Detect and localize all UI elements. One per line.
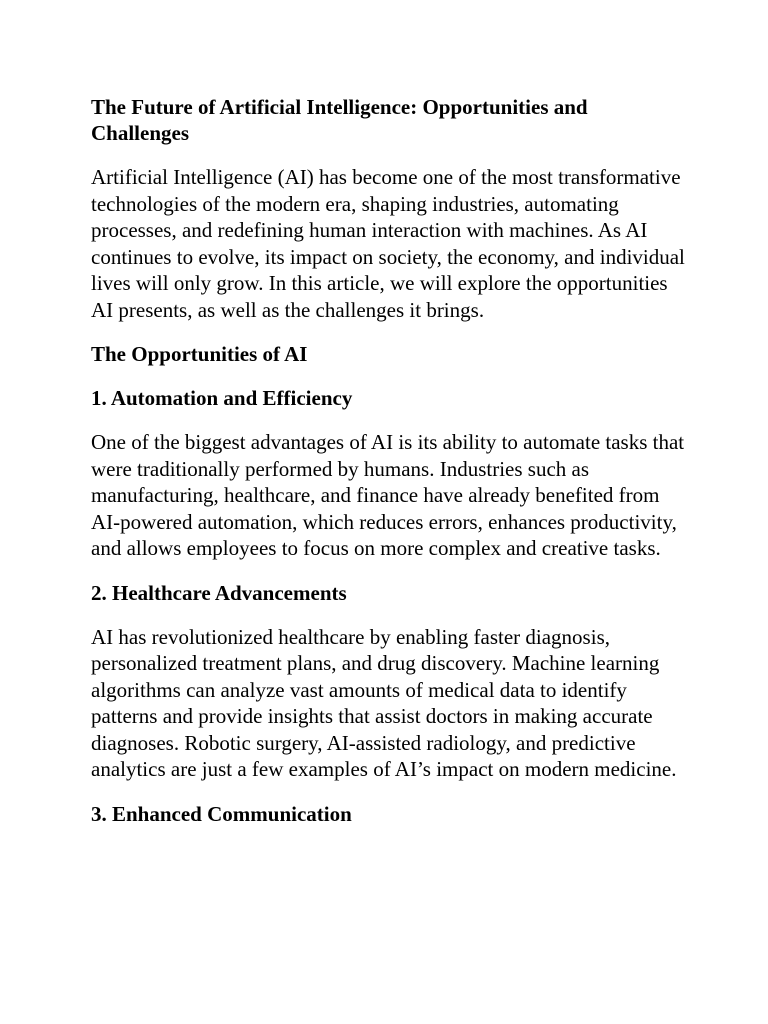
subsection-body-automation: One of the biggest advantages of AI is its ability to automate tasks that were traditionally performed by humans. Industries such as manufacturing, healthcare, and finance have already benefited from AI-powered automation, which reduces errors, enhances productivity, and allows employees to focus on more complex and creative tasks. bbox=[91, 430, 685, 560]
section-heading: The Opportunities of AI bbox=[91, 342, 308, 366]
subsection-heading-healthcare: 2. Healthcare Advancements bbox=[91, 580, 347, 605]
intro-paragraph: Artificial Intelligence (AI) has become one of the most transformative technologies of the modern era, shaping industries, automating processes, and redefining human interaction with machines. As AI continues to evolve, its impact on society, the economy, and individual lives will only grow. In this article, we will explore the opportunities AI presents, as well as the challenges it brings. bbox=[91, 165, 685, 322]
subsection-heading-communication: 3. Enhanced Communication bbox=[91, 801, 352, 826]
subsection-heading-automation: 1. Automation and Efficiency bbox=[91, 386, 353, 410]
subsection-body-healthcare: AI has revolutionized healthcare by enabling faster diagnosis, personalized treatment plans, and drug discovery. Machine learning algorithms can analyze vast amounts of medical data to identify patterns and provide insights that assist doctors in making accurate diagnoses. Robotic surgery, AI-assisted radiology, and predictive analytics are just a few examples of AI’s impact on modern medicine. bbox=[91, 624, 677, 781]
document-title: The Future of Artificial Intelligence: Opportunities and Challenges bbox=[91, 95, 588, 145]
